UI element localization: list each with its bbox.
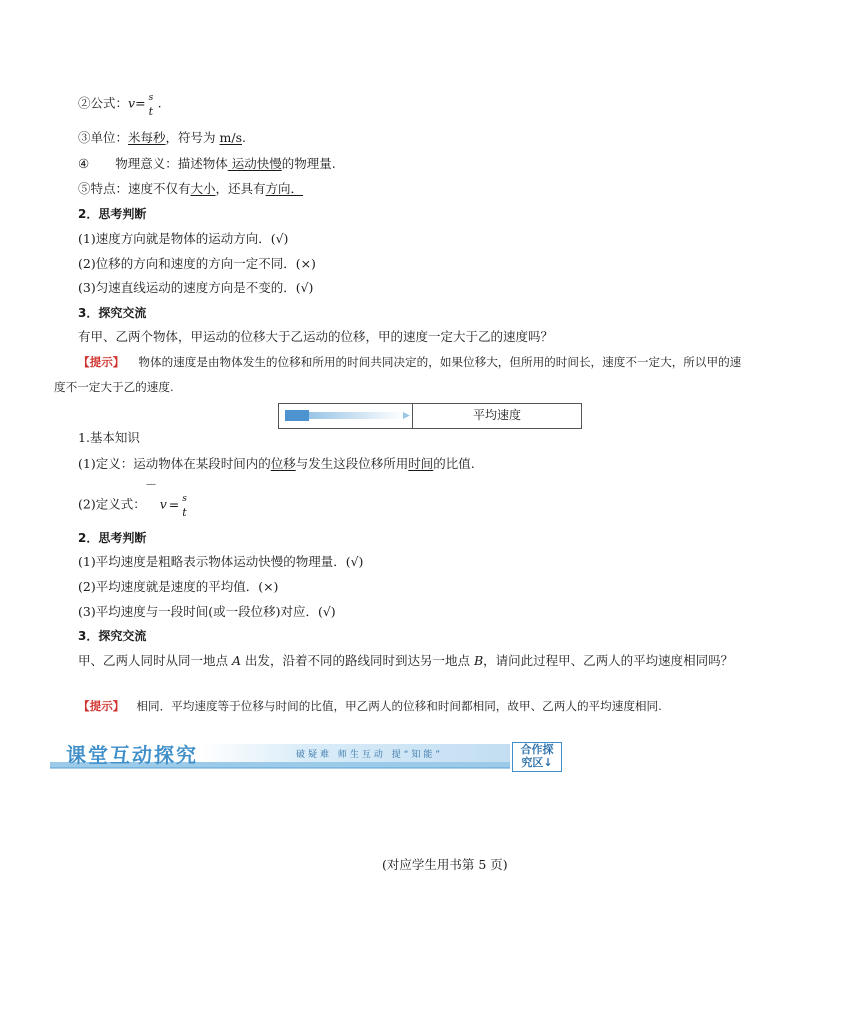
arrow-bar-icon <box>279 404 412 428</box>
average-bar: — <box>146 479 156 490</box>
judge-item: (1)平均速度是粗略表示物体运动快慢的物理量．(√) <box>78 554 364 569</box>
judge-item: (3)平均速度与一段时间(或一段位移)对应．(√) <box>78 604 336 619</box>
hint-line-continued: 度不一定大于乙的速度. <box>54 380 174 394</box>
explore-question: 甲、乙两人同时从同一地点 A 出发，沿着不同的路线同时到达另一地点 B，请问此过程甲、乙两人的平均速度相同吗？ <box>78 653 734 668</box>
cooperative-area-tag: 合作探 究区↓ <box>512 742 562 772</box>
page-reference: (对应学生用书第 5 页) <box>382 857 508 872</box>
definition-formula: (2)定义式： v = s t <box>78 493 191 517</box>
banner-title: 课堂互动探究 <box>66 743 198 767</box>
section-title: 平均速度 <box>472 408 521 422</box>
formula-fraction: s t <box>148 93 154 118</box>
formula-v: v <box>128 95 136 111</box>
meaning-line: ④ 物理意义：描述物体 运动快慢的物理量. <box>78 156 336 171</box>
definition-line: (1)定义：运动物体在某段时间内的位移与发生这段位移所用时间的比值. <box>78 456 475 471</box>
judge-heading: 2．思考判断 <box>78 207 147 221</box>
banner-slogan: 破疑难 师生互动 提“知能” <box>296 750 444 760</box>
explore-question: 有甲、乙两个物体，甲运动的位移大于乙运动的位移，甲的速度一定大于乙的速度吗？ <box>78 329 554 344</box>
hint-label: 【提示】 <box>78 699 125 713</box>
judge-item: (2)位移的方向和速度的方向一定不同．(×) <box>78 256 316 271</box>
judge-heading: 2．思考判断 <box>78 531 147 545</box>
formula-line: ②公式：v= s t . <box>78 93 162 118</box>
hint-line: 【提示】 相同．平均速度等于位移与时间的比值，甲乙两人的位移和时间都相同，故甲、乙两人的平均速度相同. <box>78 699 662 713</box>
section-heading-box <box>278 403 582 429</box>
formula-fraction: s t <box>182 494 187 519</box>
section-number-graphic <box>279 404 413 428</box>
unit-line: ③单位：米每秒，符号为 m/s. <box>78 130 246 145</box>
judge-item: (2)平均速度就是速度的平均值．(×) <box>78 579 279 594</box>
explore-heading: 3．探究交流 <box>78 306 147 320</box>
arrow-down-icon: ↓ <box>543 756 553 769</box>
explore-heading: 3．探究交流 <box>78 629 147 643</box>
judge-item: (1)速度方向就是物体的运动方向．(√) <box>78 231 289 246</box>
feature-line: ⑤特点：速度不仅有大小，还具有方向． <box>78 181 304 196</box>
judge-item: (3)匀速直线运动的速度方向是不变的．(√) <box>78 280 314 295</box>
section-banner <box>50 742 562 770</box>
hint-label: 【提示】 <box>78 355 125 369</box>
basic-knowledge-heading: 1.基本知识 <box>78 430 140 445</box>
hint-line: 【提示】 物体的速度是由物体发生的位移和所用的时间共同决定的，如果位移大，但所用的时间长，速度不一定大，所以甲的速 <box>78 355 742 369</box>
